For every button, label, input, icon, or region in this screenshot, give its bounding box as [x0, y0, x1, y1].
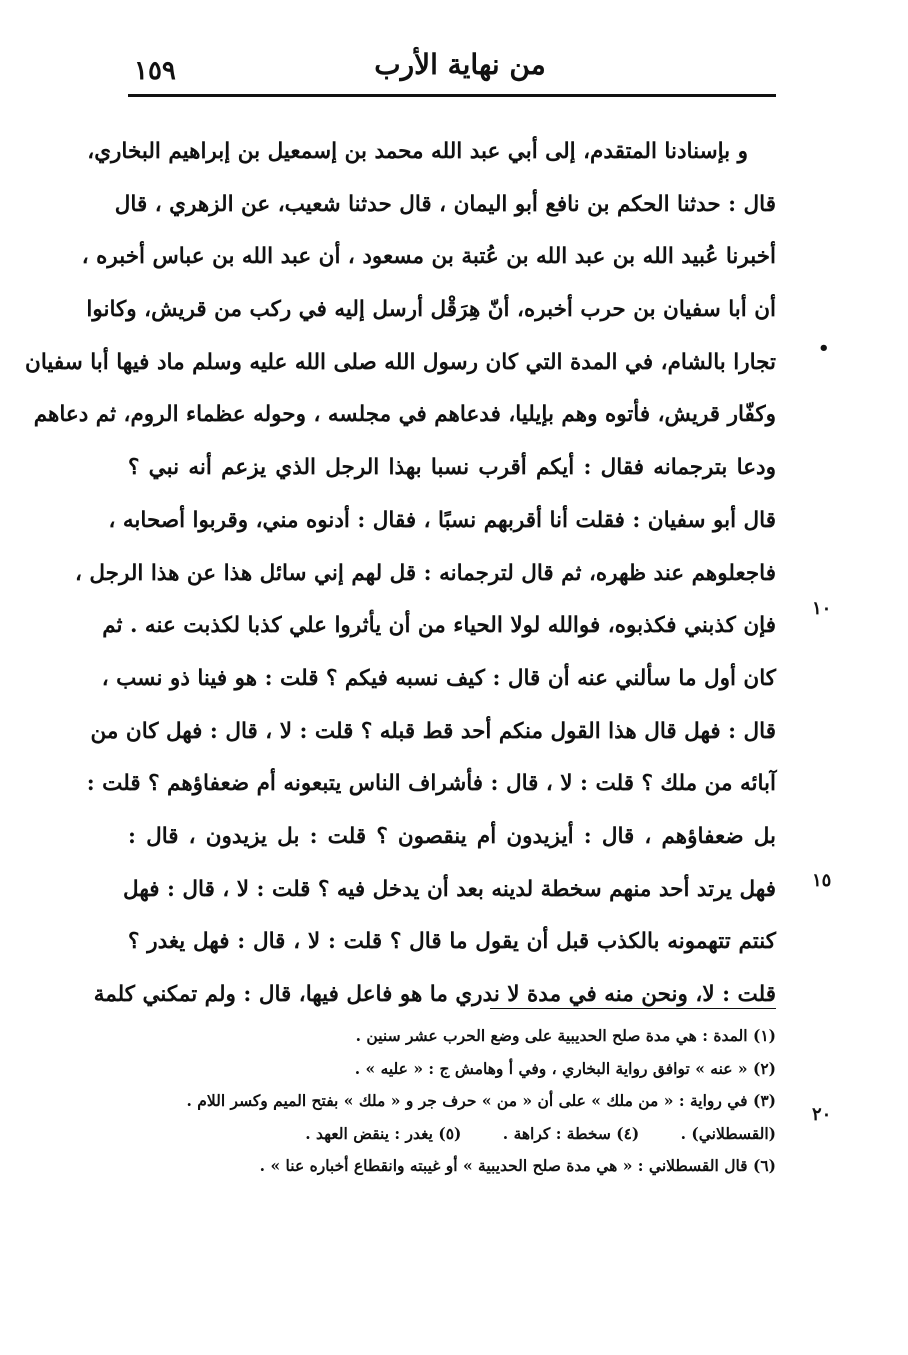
margin-line-number-15: ١٥ — [812, 870, 832, 891]
text-line: كنتم تتهمونه بالكذب قبل أن يقول ما قال ؟ قلت : لا ، قال : فهل يغدر ؟ — [128, 929, 776, 955]
footnote-5: (٥) يغدر : ينقض العهد . — [305, 1123, 462, 1143]
text-line: أخبرنا عُبيد الله بن عبد الله بن عُتبة بن مسعود ، أن عبد الله بن عباس أخبره ، — [81, 244, 776, 270]
text-line: تجارا بالشام، في المدة التي كان رسول الله صلى الله عليه وسلم ماد فيها أبا سفيان — [25, 349, 776, 375]
text-line: فاجعلوهم عند ظهره، ثم قال لترجمانه : قل لهم إني سائل هذا عن هذا الرجل ، — [74, 560, 776, 586]
text-line: آبائه من ملك ؟ قلت : لا ، قال : فأشراف الناس يتبعونه أم ضعفاؤهم ؟ قلت : — [86, 771, 776, 797]
header-rule — [128, 94, 776, 97]
text-line: و بإسنادنا المتقدم، إلى أبي عبد الله محمد بن إسمعيل بن إبراهيم البخاري، — [87, 139, 748, 164]
text-line: قلت : لا، ونحن منه في مدة لا ندري ما هو فاعل فيها، قال : ولم تمكني كلمة — [93, 982, 776, 1007]
footnote-2: (٢) « عنه » توافق رواية البخاري ، وفي أ وهامش ج : « عليه » . — [354, 1058, 776, 1078]
text-line: ودعا بترجمانه فقال : أيكم أقرب نسبا بهذا الرجل الذي يزعم أنه نبي ؟ — [128, 455, 776, 481]
text-line: كان أول ما سألني عنه أن قال : كيف نسبه فيكم ؟ قلت : هو فينا ذو نسب ، — [101, 665, 776, 691]
footnote-row — [128, 1118, 776, 1151]
text-line: وكفّار قريش، فأتوه وهم بإيليا، فدعاهم في مجلسه ، وحوله عظماء الروم، ثم دعاهم — [33, 402, 776, 428]
text-line: قال : فهل قال هذا القول منكم أحد قط قبله ؟ قلت : لا ، قال : فهل كان من — [90, 718, 776, 744]
text-line: أن أبا سفيان بن حرب أخبره، أنّ هِرَقْل أرسل إليه في ركب من قريش، وكانوا — [86, 297, 776, 323]
footnote-3-continuation: (القسطلاني) . — [680, 1123, 776, 1143]
footnote-3: (٣) في رواية : « من ملك » على أن « من » حرف جر و « ملك » بفتح الميم وكسر اللام . — [186, 1091, 776, 1110]
margin-line-mark: • — [818, 338, 830, 359]
footnote-6: (٦) قال القسطلاني : « هي مدة صلح الحديبية » أو غيبته وانقطاع أخباره عنا » . — [259, 1156, 776, 1175]
running-header-title: من نهاية الأرب — [374, 48, 546, 81]
text-line: فهل يرتد أحد منهم سخطة لدينه بعد أن يدخل فيه ؟ قلت : لا ، قال : فهل — [123, 876, 776, 902]
text-line: قال أبو سفيان : فقلت أنا أقربهم نسبًا ، فقال : أدنوه مني، وقربوا أصحابه ، — [108, 507, 776, 533]
footnote-4: (٤) سخطة : كراهة . — [502, 1123, 640, 1143]
margin-line-number-20: ٢٠ — [812, 1104, 832, 1125]
text-line: بل ضعفاؤهم ، قال : أيزيدون أم ينقصون ؟ قلت : بل يزيدون ، قال : — [128, 823, 776, 849]
footnote-rule — [490, 1008, 776, 1009]
text-line: فإن كذبني فكذبوه، فوالله لولا الحياء من أن يأثروا علي كذبا لكذبت عنه . ثم — [102, 613, 776, 639]
footnotes — [128, 1020, 776, 1183]
footnote-1: (١) المدة : هي مدة صلح الحديبية على وضع الحرب عشر سنين . — [355, 1026, 776, 1045]
page-number: ١٥٩ — [134, 56, 176, 86]
text-line: قال : حدثنا الحكم بن نافع أبو اليمان ، قال حدثنا شعيب، عن الزهري ، قال — [114, 191, 776, 217]
margin-line-number-10: ١٠ — [812, 598, 832, 619]
main-text — [25, 126, 776, 1022]
